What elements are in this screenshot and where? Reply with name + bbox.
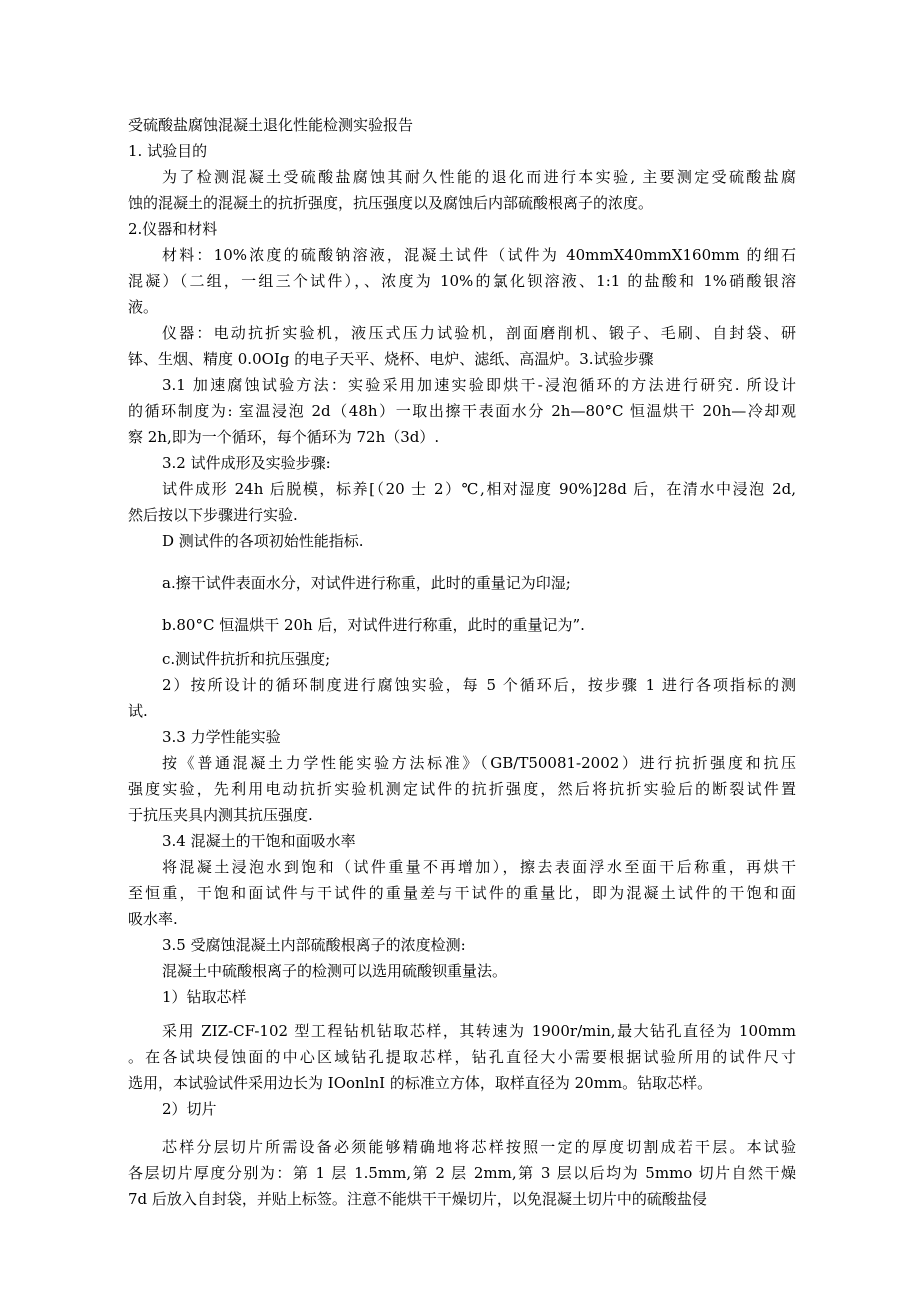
step-line: a.擦干试件表面水分，对试件进行称重，此时的重量记为印湿; xyxy=(162,574,571,592)
paragraph-line: 将混凝土浸泡水到饱和（试件重量不再增加），擦去表面浮水至面干后称重，再烘干 xyxy=(162,858,796,876)
section-heading: 3.5 受腐蚀混凝土内部硫酸根离子的浓度检测: xyxy=(162,936,466,954)
paragraph-line: 选用，本试验试件采用边长为 IOonlnI 的标准立方体，取样直径为 20mm。钻取芯样。 xyxy=(128,1074,713,1092)
step-line: 2）切片 xyxy=(162,1100,217,1118)
step-line: b.80°C 恒温烘干 20h 后，对试件进行称重，此时的重量记为”. xyxy=(162,616,585,634)
step-line: D 测试件的各项初始性能指标. xyxy=(162,532,364,550)
paragraph-line: 混凝）（二组，一组三个试件），、浓度为 10%的氯化钡溶液、1:1 的盐酸和 1%硝酸银溶 xyxy=(128,272,796,290)
paragraph-line: 强度实验，先利用电动抗折实验机测定试件的抗折强度，然后将抗折实验后的断裂试件置 xyxy=(128,780,796,798)
paragraph-line: 芯样分层切片所需设备必须能够精确地将芯样按照一定的厚度切割成若干层。本试验 xyxy=(162,1138,796,1156)
paragraph-line: 混凝土中硫酸根离子的检测可以选用硫酸钡重量法。 xyxy=(162,962,508,980)
paragraph-line: 吸水率. xyxy=(128,910,178,928)
section-heading: 3.4 混凝土的干饱和面吸水率 xyxy=(162,832,356,850)
section-heading: 1. 试验目的 xyxy=(128,142,208,160)
paragraph-line: 各层切片厚度分别为：第 1 层 1.5mm,第 2 层 2mm,第 3 层以后均为 5mmo 切片自然干燥 xyxy=(128,1164,796,1182)
paragraph-line: 试件成形 24h 后脱模，标养[（20 士 2）℃,相对湿度 90%]28d 后，在清水中浸泡 2d, xyxy=(162,480,796,498)
paragraph-line: 液。 xyxy=(128,298,159,316)
paragraph-line: 3.1 加速腐蚀试验方法：实验采用加速实验即烘干-浸泡循环的方法进行研究. 所设计 xyxy=(162,376,796,394)
paragraph-line: 。在各试块侵蚀面的中心区域钻孔提取芯样，钻孔直径大小需要根据试验所用的试件尺寸 xyxy=(128,1048,796,1066)
paragraph-line: 按《普通混凝土力学性能实验方法标准》（GB/T50081-2002）进行抗折强度和抗压 xyxy=(162,754,796,772)
document-title: 受硫酸盐腐蚀混凝土退化性能检测实验报告 xyxy=(128,116,414,134)
paragraph-line: 的循环制度为: 室温浸泡 2d（48h）一取出擦干表面水分 2h—80°C 恒温烘干 20h—冷却观 xyxy=(128,402,796,420)
paragraph-line: 蚀的混凝土的混凝土的抗折强度，抗压强度以及腐蚀后内部硫酸根离子的浓度。 xyxy=(128,194,654,212)
paragraph-line: 察 2h,即为一个循环，每个循环为 72h（3d）. xyxy=(128,428,440,446)
paragraph-line: 至恒重，干饱和面试件与干试件的重量差与干试件的重量比，即为混凝土试件的干饱和面 xyxy=(128,884,796,902)
section-heading: 3.3 力学性能实验 xyxy=(162,728,281,746)
paragraph-line: 然后按以下步骤进行实验. xyxy=(128,506,298,524)
paragraph-line: 7d 后放入自封袋，并贴上标签。注意不能烘干干燥切片，以免混凝土切片中的硫酸盐侵 xyxy=(128,1190,707,1208)
document-body xyxy=(128,112,796,1212)
section-heading: 2.仪器和材料 xyxy=(128,220,218,238)
paragraph-line: 于抗压夹具内测其抗压强度. xyxy=(128,806,313,824)
section-heading: 3.2 试件成形及实验步骤: xyxy=(162,454,331,472)
paragraph-line: 材料：10%浓度的硫酸钠溶液，混凝土试件（试件为 40mmX40mmX160mm 的细石 xyxy=(162,246,796,264)
paragraph-line: 为了检测混凝土受硫酸盐腐蚀其耐久性能的退化而进行本实验, 主要测定受硫酸盐腐 xyxy=(162,168,796,186)
paragraph-line: 仪器：电动抗折实验机，液压式压力试验机，剖面磨削机、锻子、毛刷、自封袋、研 xyxy=(162,324,796,342)
paragraph-line: 试. xyxy=(128,702,148,720)
paragraph-line: 采用 ZIZ-CF-102 型工程钻机钻取芯样，其转速为 1900r/min,最大钻孔直径为 100mm xyxy=(162,1022,796,1040)
step-line: c.测试件抗折和抗压强度; xyxy=(162,650,331,668)
step-line: 1）钻取芯样 xyxy=(162,988,247,1006)
step-line: 2）按所设计的循环制度进行腐蚀实验，每 5 个循环后，按步骤 1 进行各项指标的测 xyxy=(162,676,796,694)
paragraph-line: 钵、生烟、精度 0.0OIg 的电子天平、烧杯、电炉、滤纸、高温炉。3.试验步骤 xyxy=(128,350,654,368)
